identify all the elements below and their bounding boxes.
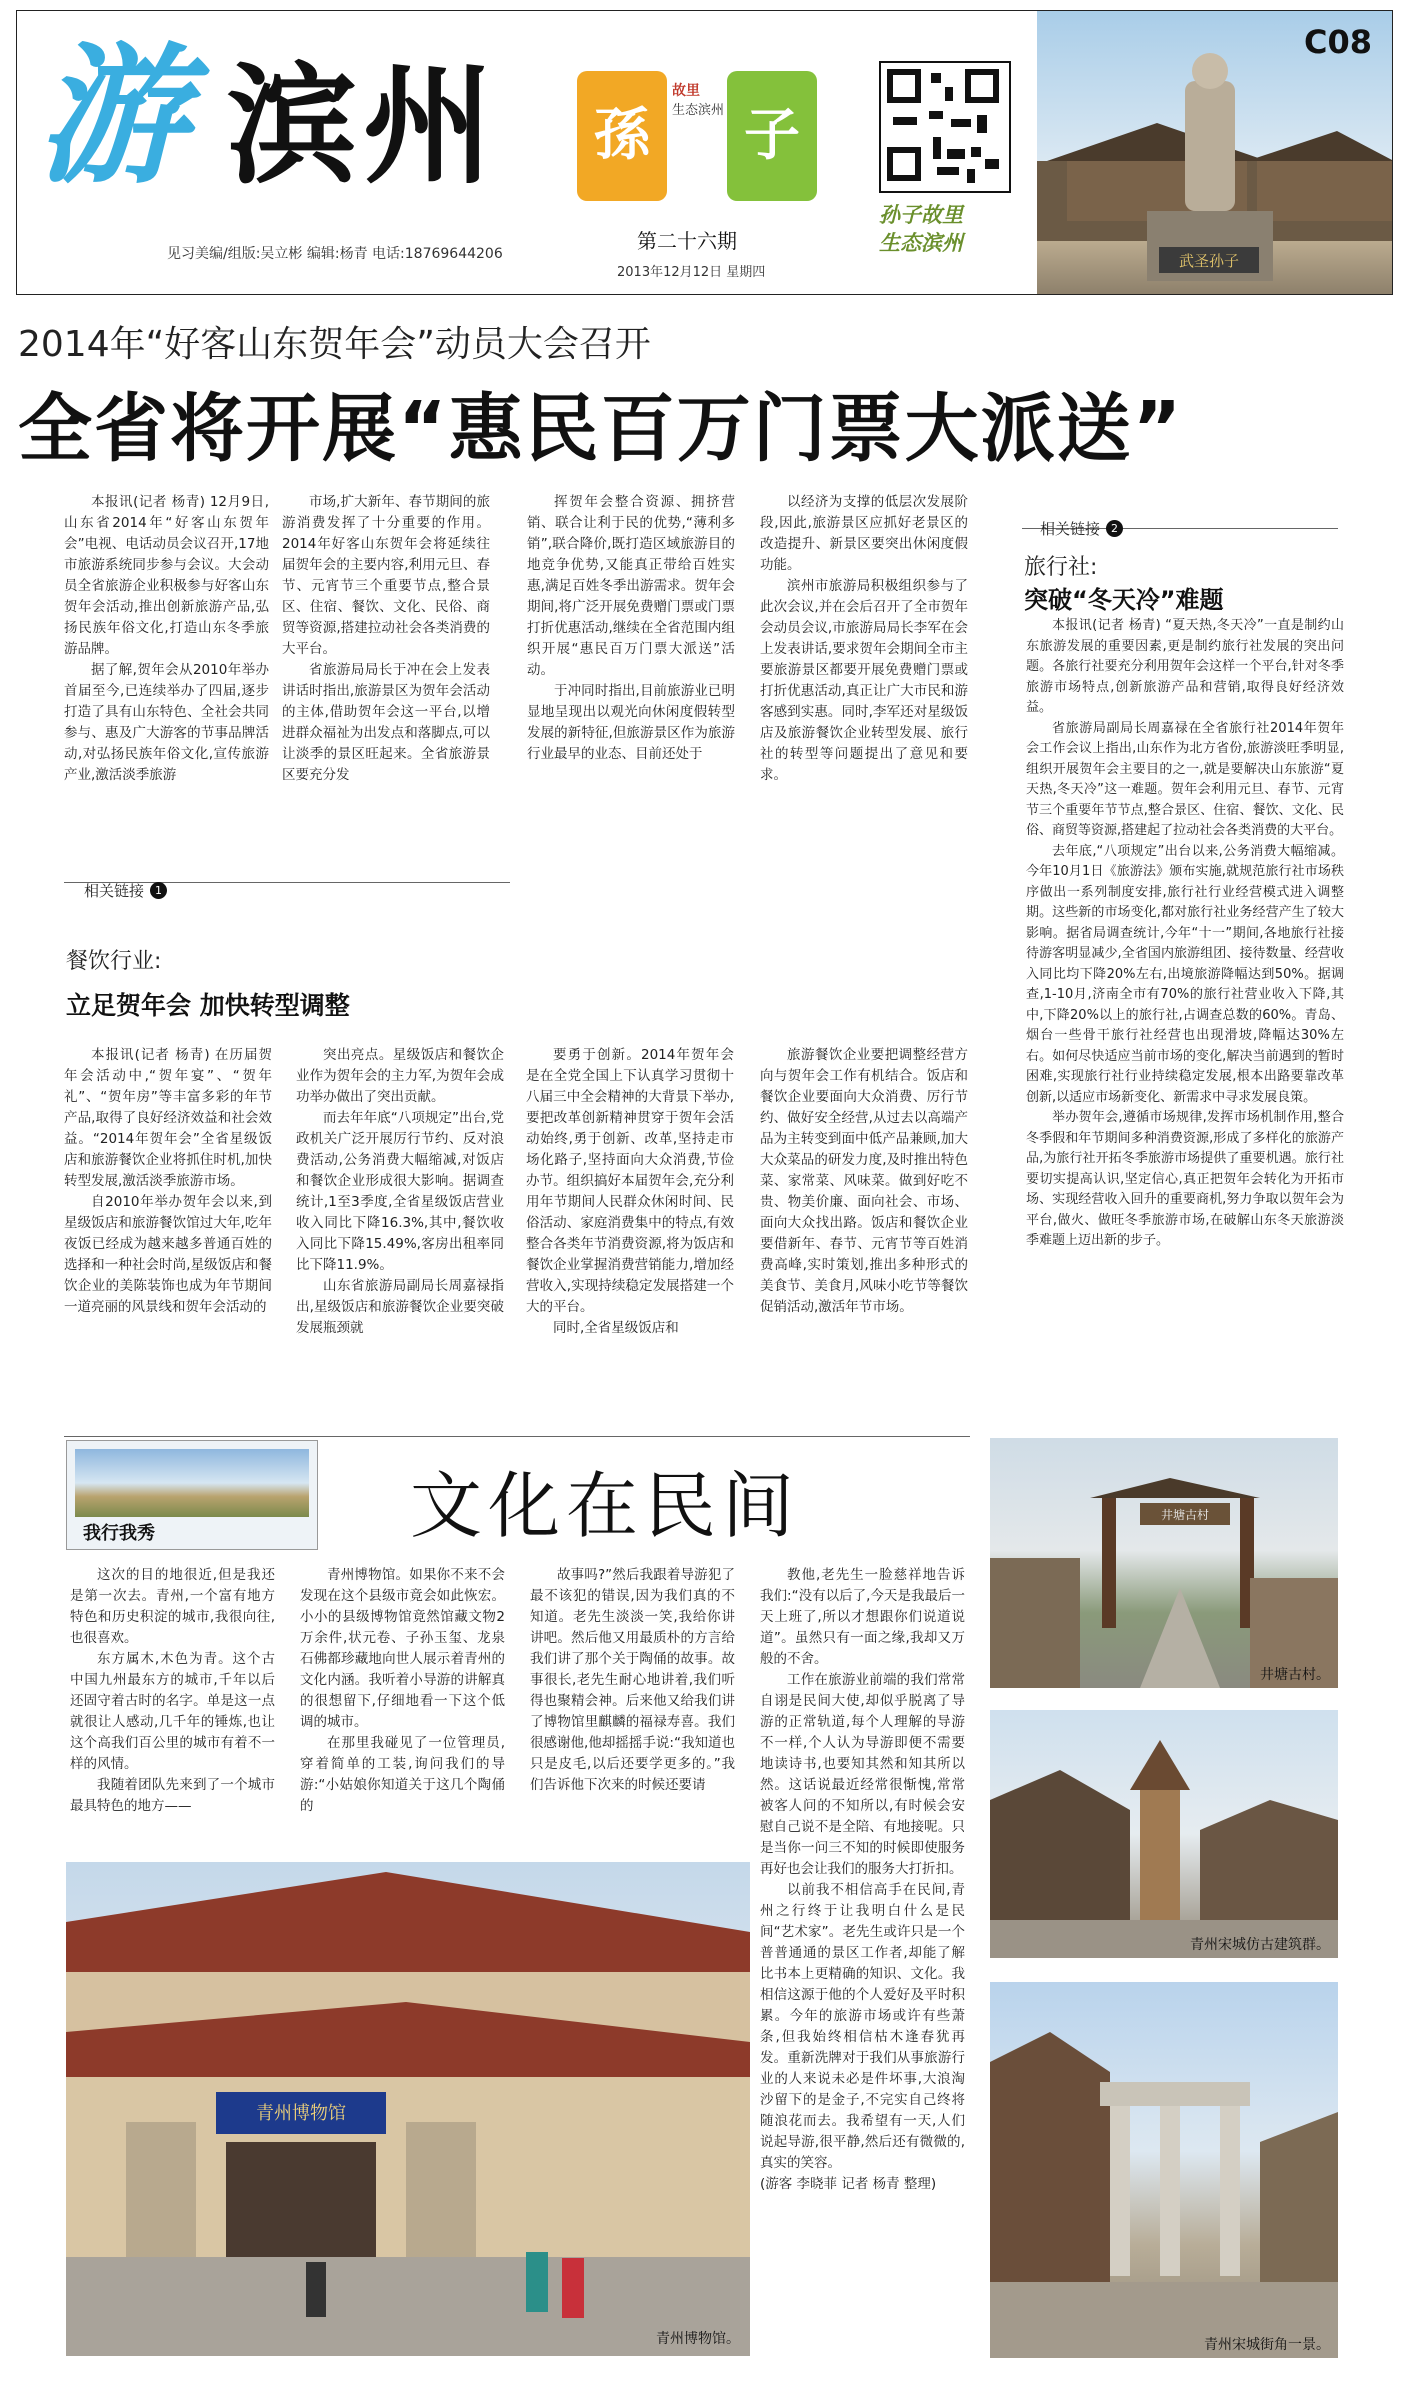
paragraph: 在那里我碰见了一位管理员,穿着简单的工装,询问我们的导游:“小姑娘你知道关于这几个陶俑的 xyxy=(300,1735,505,1814)
badge-label: 我行我秀 xyxy=(83,1523,155,1544)
related-1-column-3 xyxy=(526,1045,734,1425)
paragraph: 故事吗?”然后我跟着导游犯了最不该犯的错误,因为我们真的不知道。老先生淡淡一笑,我给你讲讲吧。然后他又用最质朴的方言给我们讲了那个关于陶俑的故事。故事很长,老先生耐心地讲着,我们听得也聚精会神。后来他又给我们讲了博物馆里麒麟的福禄寿喜。我们很感谢他,他却摇摇手说:“我知道也只是皮毛,以后还要学更多的。”我们告诉他下次来的时候还要请 xyxy=(530,1567,735,1793)
feature-title: 文化在民间 xyxy=(410,1464,801,1548)
paragraph: 省旅游局局长于冲在会上发表讲话时指出,旅游景区为贺年会活动的主体,借助贺年会这一平台,以增进群众福祉为出发点和落脚点,可以让淡季的景区旺起来。全省旅游景区要充分发 xyxy=(282,662,490,783)
paragraph: 东方属木,木色为青。这个古中国九州最东方的城市,千年以后还固守着古时的名字。单是这一点就很让人感动,几千年的锤炼,也让这个高我们百公里的城市有着不一样的风情。 xyxy=(70,1651,275,1772)
related-2-body xyxy=(1026,616,1344,1416)
badge-photo xyxy=(75,1449,309,1517)
paragraph: 突出亮点。星级饭店和餐饮企业作为贺年会的主力军,为贺年会成功举办做出了突出贡献。 xyxy=(296,1047,504,1105)
paragraph: 本报讯(记者 杨青) 在历届贺年会活动中,“贺年宴”、“贺年礼”、“贺年房”等丰富多彩的年节产品,取得了良好经济效益和社会效益。“2014年贺年会”全省星级饭店和旅游餐饮企业将抓住时机,加快转型发展,激活淡季旅游市场。 xyxy=(64,1047,272,1189)
feature-column-3 xyxy=(530,1565,735,1840)
page-number: C08 xyxy=(1303,23,1372,61)
village-photo-caption: 井塘古村。 xyxy=(1260,1667,1330,1683)
issue-number: 第二十六期 xyxy=(637,229,737,253)
street-corner-photo xyxy=(990,1982,1338,2358)
paragraph: 旅游餐饮企业要把调整经营方向与贺年会工作有机结合。饭店和餐饮企业要面向大众消费、厉行节约、做好安全经营,从过去以高端产品为主转变到面中低产品兼顾,加大大众菜品的研发力度,及时推出特色菜、家常菜、风味菜。做到好吃不贵、物美价廉、面向社会、市场、面向大众找出路。饭店和餐饮企业要借新年、春节、元宵节等百姓消费高峰,实时策划,推出多种形式的美食节、美食月,风味小吃节等餐饮促销活动,激活年节市场。 xyxy=(760,1047,968,1315)
song-city-photo-caption: 青州宋城仿古建筑群。 xyxy=(1190,1937,1330,1953)
village-photo xyxy=(990,1438,1338,1688)
related-2-section-label: 旅行社: xyxy=(1024,555,1098,580)
paragraph: 自2010年举办贺年会以来,到星级饭店和旅游餐饮馆过大年,吃年夜饭已经成为越来越多普通百姓的选择和一种社会时尚,星级饭店和餐饮企业的美陈装饰也成为年节期间一道亮丽的风景线和贺年会活动的 xyxy=(64,1194,272,1315)
song-city-illustration xyxy=(990,1710,1338,1958)
related-1-title: 立足贺年会 加快转型调整 xyxy=(66,991,350,1020)
statue-sign: 武圣孙子 xyxy=(1178,252,1240,270)
paragraph: 以前我不相信高手在民间,青州之行终于让我明白什么是民间“艺术家”。老先生或许只是一个普普通通的景区工作者,却能了解比书本上更精确的知识、文化。我相信这源于他的个人爱好及平时积累。今年的旅游市场或许有些萧条,但我始终相信枯木逢春犹再发。重新洗牌对于我们从事旅游行业的人来说未必是件坏事,大浪淘沙留下的是金子,不完实自己终将随浪花而去。我希望有一天,人们说起导游,很平静,然后还有微微的,真实的笑容。 xyxy=(760,1882,965,2171)
paragraph: 以经济为支撑的低层次发展阶段,因此,旅游景区应抓好老景区的改造提升、新景区要突出休闲度假功能。 xyxy=(760,494,968,573)
lead-column-4 xyxy=(760,492,968,864)
related-1-column-4 xyxy=(760,1045,968,1425)
paragraph: 省旅游局副局长周嘉禄在全省旅行社2014年贺年会工作会议上指出,山东作为北方省份,旅游淡旺季明显,组织开展贺年会主要目的之一,就是要解决山东旅游“夏天热,冬天冷”这一难题。贺年会利用元旦、春节、元宵节三个重要年节节点,整合景区、住宿、餐饮、文化、民俗、商贸等资源,搭建起了拉动社会各类消费的大平台。 xyxy=(1026,720,1344,838)
paragraph: 举办贺年会,遵循市场规律,发挥市场机制作用,整合冬季假和年节期间多种消费资源,形成了多样化的旅游产品,为旅行社开拓冬季旅游市场提供了重要机遇。旅行社要切实提高认识,坚定信心,真正把贺年会转化为开拓市场、实现经营收入回升的重要商机,努力争取以贺年会为平台,做火、做旺冬季旅游市场,在破解山东冬天旅游淡季难题上迈出新的步子。 xyxy=(1026,1110,1344,1248)
slogan-line2: 生态滨州 xyxy=(879,231,963,255)
lead-column-3 xyxy=(527,492,735,864)
brand-tag: 生态滨州 xyxy=(672,103,725,118)
masthead xyxy=(16,10,1393,295)
related-link-2-number: 2 xyxy=(1106,520,1123,537)
title-logo-binzhou: 滨州 xyxy=(227,49,500,202)
lead-column-2 xyxy=(282,492,490,864)
brand-mid xyxy=(672,81,724,121)
feature-column-2 xyxy=(300,1565,505,1840)
lead-column-1 xyxy=(64,492,269,864)
paragraph: 工作在旅游业前端的我们常常自诩是民间大使,却似乎脱离了导游的正常轨道,每个人理解的导游不一样,个人认为导游即便不需要地读诗书,也要知其然和知其所以然。这话说最近经常很惭愧,常常被客人问的不知所以,有时候会安慰自己说不是全陪、有地接呢。只是当你一问三不知的时候即使服务再好也会让我们的服务大打折扣。 xyxy=(760,1672,965,1877)
village-illustration xyxy=(990,1438,1338,1688)
paragraph: 据了解,贺年会从2010年举办首届至今,已连续举办了四届,逐步打造了具有山东特色、全社会共同参与、惠及广大游客的节事品牌活动,对弘扬民族年俗文化,宣传旅游产业,激活淡季旅游 xyxy=(64,662,269,783)
slogan-line1: 孙子故里 xyxy=(879,203,963,227)
related-link-1-number: 1 xyxy=(150,882,167,899)
qr-code xyxy=(879,61,1011,193)
credits: 见习美编/组版:吴立彬 编辑:杨青 电话:18769644206 xyxy=(167,246,503,262)
feature-column-4 xyxy=(760,1565,965,2357)
lead-kicker: 2014年“好客山东贺年会”动员大会召开 xyxy=(18,324,651,365)
brand-sun: 孫 xyxy=(577,71,667,201)
paragraph: 挥贺年会整合资源、拥挤营销、联合让利于民的优势,“薄利多销”,联合降价,既打造区域旅游目的地竞争优势,又能真正带给百姓实惠,满足百姓冬季出游需求。贺年会期间,将广泛开展免费赠门票或门票打折优惠活动,继续在全省范围内组织开展“惠民百万门票大派送”活动。 xyxy=(527,494,735,678)
paragraph: 而去年年底“八项规定”出台,党政机关广泛开展厉行节约、反对浪费活动,公务消费大幅缩减,对饭店和餐饮企业形成很大影响。据调查统计,1至3季度,全省星级饭店营业收入同比下降16.3%,其中,餐饮收入同比下降15.49%,客房出租率同比下降11.9%。 xyxy=(296,1110,504,1273)
related-2-title: 突破“冬天冷”难题 xyxy=(1024,586,1224,614)
brand-logo xyxy=(577,71,807,221)
slogan xyxy=(879,201,963,257)
museum-sign: 青州博物馆 xyxy=(256,2103,346,2124)
related-link-1-label: 相关链接 xyxy=(84,882,145,900)
museum-illustration xyxy=(66,1862,750,2356)
feature-column-1 xyxy=(70,1565,275,1840)
related-1-section-label: 餐饮行业: xyxy=(66,949,162,974)
paragraph: 同时,全省星级饭店和 xyxy=(553,1320,679,1336)
museum-photo-caption: 青州博物馆。 xyxy=(656,2331,740,2347)
street-corner-photo-caption: 青州宋城街角一景。 xyxy=(1204,2337,1330,2353)
paragraph: 去年底,“八项规定”出台以来,公务消费大幅缩减。今年10月1日《旅游法》颁布实施,就规范旅行社市场秩序做出一系列制度安排,旅行社行业经营模式进入调整期。这些新的市场变化,都对旅行社业务经营产生了较大影响。据省局调查统计,今年“十一”期间,各地旅行社接待游客明显减少,全省国内旅游组团、接待数量、经营收入同比均下降20%左右,出境旅游降幅达到50%。据调查,1-10月,济南全市有70%的旅行社营业收入下降,其中,下降20%以上的旅行社,占调查总数的60%。青岛、烟台一些骨干旅行社经营也出现滑坡,降幅达30%左右。如何尽快适应当前市场的变化,解决当前遇到的暂时困难,实现旅行社行业持续稳定发展,根本出路要靠改革创新,以适应市场新变化、新需求中寻求发展良策。 xyxy=(1026,843,1344,1105)
paragraph: 教他,老先生一脸慈祥地告诉我们:“没有以后了,今天是我最后一天上班了,所以才想跟你们说道说道”。虽然只有一面之缘,我却又万般的不舍。 xyxy=(760,1567,965,1667)
issue-date: 2013年12月12日 星期四 xyxy=(617,265,766,280)
paragraph: 市场,扩大新年、春节期间的旅游消费发挥了十分重要的作用。2014年好客山东贺年会将延续往届贺年会的主要内容,利用元旦、春节、元宵节三个重要节点,整合景区、住宿、餐饮、文化、民俗、商贸等资源,搭建拉动社会各类消费的大平台。 xyxy=(282,494,490,657)
paragraph: 滨州市旅游局积极组织参与了此次会议,并在会后召开了全市贺年会动员会议,市旅游局局长李军在会上发表讲话,要求贺年会期间全市主要旅游景区都要开展免费赠门票或打折优惠活动,真正让广大市民和游客感到实惠。同时,李军还对星级饭店及旅游餐饮企业转型发展、旅行社的转型等问题提出了意见和要求。 xyxy=(760,578,968,783)
paragraph: 本报讯(记者 杨青) 12月9日,山东省2014年“好客山东贺年会”电视、电话动员会议召开,17地市旅游系统同步参与会议。大会动员全省旅游企业积极参与好客山东贺年会活动,推出创新旅游产品,弘扬民族年俗文化,打造山东冬季旅游品牌。 xyxy=(64,494,269,657)
related-link-2-label: 相关链接 xyxy=(1040,520,1101,538)
paragraph: 这次的目的地很近,但是我还是第一次去。青州,一个富有地方特色和历史积淀的城市,我很向往,也很喜欢。 xyxy=(70,1567,275,1646)
related-link-2-tag xyxy=(1040,518,1123,539)
title-logo-you: 游 xyxy=(37,28,188,204)
paragraph: (游客 李晓菲 记者 杨青 整理) xyxy=(760,2176,937,2192)
song-city-photo xyxy=(990,1710,1338,1958)
village-gate-sign: 井塘古村 xyxy=(1160,1508,1210,1522)
brand-mid-text: 故里 xyxy=(672,83,700,99)
paragraph: 青州博物馆。如果你不来不会发现在这个县级市竟会如此恢宏。小小的县级博物馆竟然馆藏文物2万余件,状元卷、子孙玉玺、龙泉石佛都珍藏地向世人展示着青州的文化内涵。我听着小导游的讲解真的很想留下,仔细地看一下这个低调的城市。 xyxy=(300,1567,505,1730)
divider xyxy=(64,1436,970,1437)
paragraph: 山东省旅游局副局长周嘉禄指出,星级饭店和旅游餐饮企业要突破发展瓶颈就 xyxy=(296,1278,504,1336)
paragraph: 要勇于创新。2014年贺年会是在全党全国上下认真学习贯彻十八届三中全会精神的大背景下举办,要把改革创新精神贯穿于贺年会活动始终,勇于创新、改革,坚持走市场化路子,坚持面向大众消费,节俭办节。组织搞好本届贺年会,充分利用年节期间人民群众休闲时间、民俗活动、家庭消费集中的特点,有效整合各类年节消费资源,将为饭店和餐饮企业掌握消费营销能力,增加经营收入,实现持续稳定发展搭建一个大的平台。 xyxy=(526,1047,734,1315)
related-1-column-2 xyxy=(296,1045,504,1425)
paragraph: 于冲同时指出,目前旅游业已明显地呈现出以观光向休闲度假转型发展的新特征,但旅游景区作为旅游行业最早的业态、目前还处于 xyxy=(527,683,735,762)
street-illustration xyxy=(990,1982,1338,2358)
lead-headline: 全省将开展“惠民百万门票大派送” xyxy=(18,386,1184,472)
paragraph: 本报讯(记者 杨青) “夏天热,冬天冷”一直是制约山东旅游发展的重要因素,更是制约旅行社发展的突出问题。各旅行社要充分利用贺年会这样一个平台,针对冬季旅游市场特点,创新旅游产品和营销,取得良好经济效益。 xyxy=(1026,618,1344,715)
paragraph: 我随着团队先来到了一个城市最具特色的地方—— xyxy=(70,1777,275,1814)
museum-photo xyxy=(66,1862,750,2356)
related-link-1-tag xyxy=(84,880,167,901)
brand-zi: 子 xyxy=(727,71,817,201)
badge-woxingwoxiu xyxy=(66,1440,318,1550)
related-1-column-1 xyxy=(64,1045,272,1425)
